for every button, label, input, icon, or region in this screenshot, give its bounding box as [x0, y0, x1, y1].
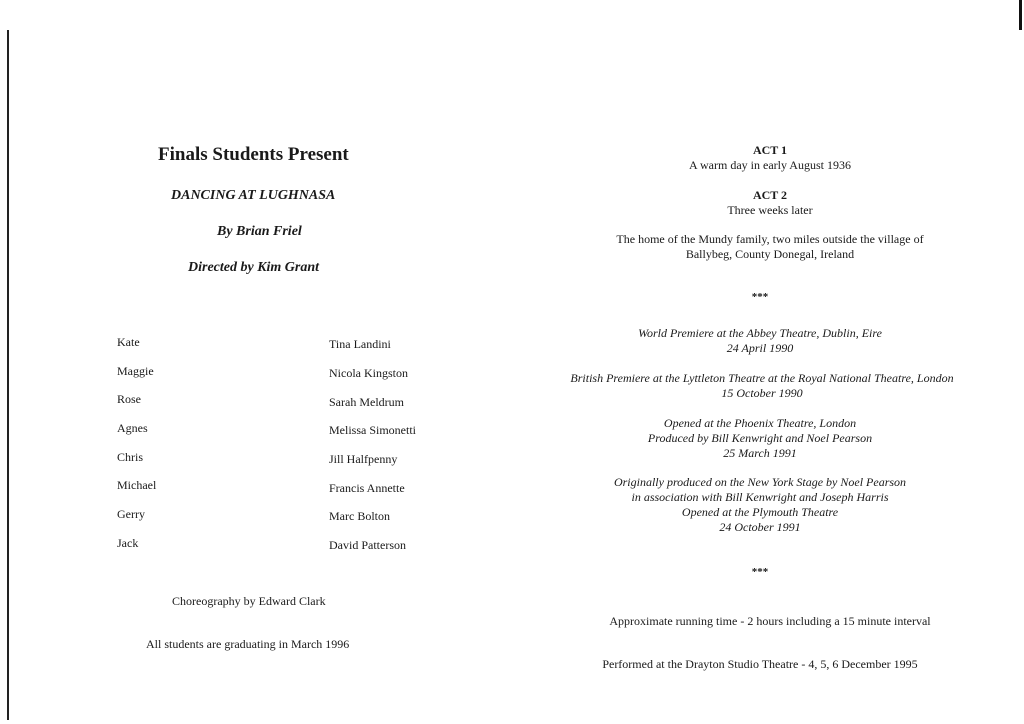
- page-right-border: [1019, 0, 1022, 30]
- cast-role: Rose: [117, 392, 141, 406]
- cast-actor: Marc Bolton: [329, 509, 390, 523]
- cast-role: Jack: [117, 536, 139, 550]
- cast-role: Kate: [117, 335, 140, 349]
- newyork-line: in association with Bill Kenwright and Joseph Harris: [631, 490, 889, 504]
- cast-actor: Nicola Kingston: [329, 366, 408, 380]
- newyork-line: Originally produced on the New York Stage by Noel Pearson: [613, 475, 907, 489]
- act1-heading: ACT 1: [752, 143, 788, 157]
- act1-description: A warm day in early August 1936: [689, 158, 851, 172]
- author-credit: By Brian Friel: [217, 224, 302, 239]
- page-left-border: [7, 30, 9, 720]
- cast-role: Michael: [117, 478, 157, 492]
- act2-heading: ACT 2: [752, 188, 788, 202]
- running-time: Approximate running time - 2 hours including a 15 minute interval: [609, 614, 931, 628]
- cast-role: Agnes: [117, 421, 148, 435]
- cast-actor: Sarah Meldrum: [329, 395, 404, 409]
- choreography-credit: Choreography by Edward Clark: [172, 594, 326, 608]
- setting-line: The home of the Mundy family, two miles outside the village of: [616, 232, 924, 246]
- phoenix-date: 25 March 1991: [723, 446, 797, 460]
- cast-actor: Melissa Simonetti: [329, 423, 416, 437]
- presenter-title: Finals Students Present: [158, 144, 349, 165]
- graduation-note: All students are graduating in March 1996: [146, 637, 350, 651]
- newyork-line: Opened at the Plymouth Theatre: [681, 505, 839, 519]
- newyork-date: 24 October 1991: [719, 520, 801, 534]
- cast-role: Maggie: [117, 364, 154, 378]
- british-premiere-date: 15 October 1990: [721, 386, 803, 400]
- phoenix-line: Opened at the Phoenix Theatre, London: [663, 416, 857, 430]
- section-separator: ***: [751, 291, 769, 303]
- cast-actor: Francis Annette: [329, 481, 405, 495]
- world-premiere-line: World Premiere at the Abbey Theatre, Dublin, Eire: [638, 326, 882, 340]
- section-separator: ***: [751, 566, 769, 578]
- phoenix-line: Produced by Bill Kenwright and Noel Pearson: [647, 431, 873, 445]
- cast-actor: David Patterson: [329, 538, 406, 552]
- director-credit: Directed by Kim Grant: [188, 260, 320, 275]
- cast-actor: Tina Landini: [329, 337, 391, 351]
- cast-role: Gerry: [117, 507, 145, 521]
- cast-actor: Jill Halfpenny: [329, 452, 398, 466]
- cast-role: Chris: [117, 450, 144, 464]
- setting-line: Ballybeg, County Donegal, Ireland: [685, 247, 855, 261]
- british-premiere-line: British Premiere at the Lyttleton Theatre at the Royal National Theatre, London: [570, 371, 954, 385]
- act2-description: Three weeks later: [727, 203, 813, 217]
- play-title: DANCING AT LUGHNASA: [171, 188, 336, 203]
- performance-venue: Performed at the Drayton Studio Theatre - 4, 5, 6 December 1995: [602, 657, 918, 671]
- world-premiere-date: 24 April 1990: [726, 341, 794, 355]
